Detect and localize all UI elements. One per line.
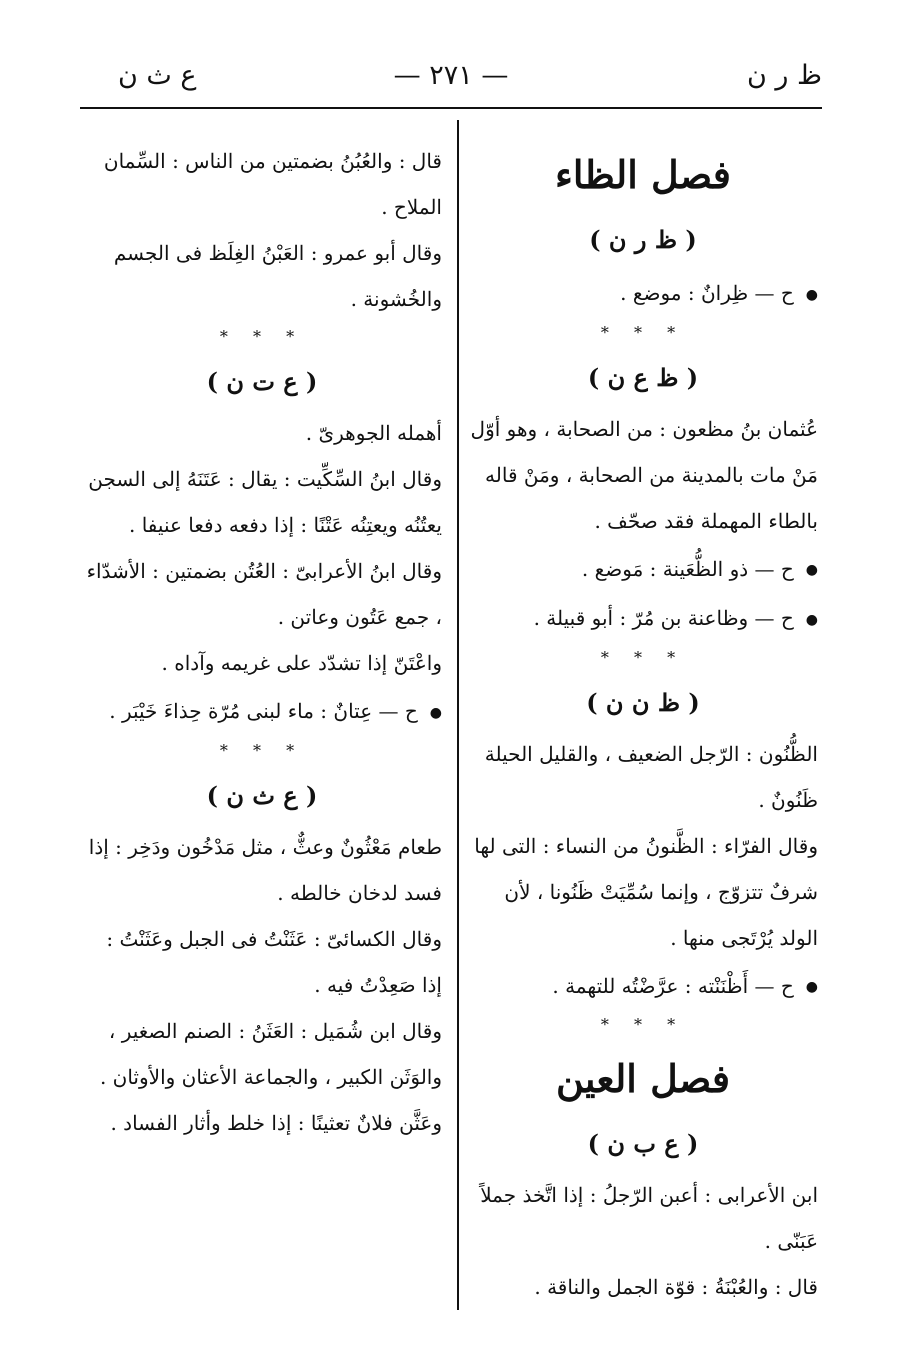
bullet-icon: ● [805,979,818,995]
entry-atn [82,688,442,736]
paragraph-abn-4: وقال أبو عمرو : العَبْنُ الغِلَظ فى الجسم والخُشونة . [113,241,442,311]
column-divider [457,120,459,1310]
section-title-ayn: فصل العين [556,1056,730,1101]
separator-stars: * * * [600,647,686,667]
paragraph-abn-1: ابن الأعرابى : أعبن الرّجلُ : إذا اتَّخذ جملاً عَبَنّى . [480,1183,818,1253]
separator-stars: * * * [600,1015,686,1034]
root-heading-zrn: ( ظ ر ن ) [589,225,697,254]
entry-text: ح — وظاعنة بن مُرّ : أبو قبيلة . [533,606,794,630]
root-heading-atn: ( ع ت ن ) [206,367,318,396]
entry-znn [468,963,818,1011]
paragraph-athn-2: وقال الكسائىّ : عَثَنْتُ فى الجبل وعَثَنْتُ : إذا صَعِدْتُ فيه . [106,926,442,997]
separator-stars: * * * [600,322,686,342]
bullet-icon: ● [805,286,818,303]
paragraph-athn-1: طعام مَعْثُونٌ وعثٌّ ، مثل مَدْخُون ودَخِر : إذا فسد لدخان خالطه . [88,834,442,905]
bullet-icon: ● [805,562,818,578]
header-left-root: ع ث ن [118,60,197,91]
paragraph-atn-3: وقال ابنُ الأعرابىّ : العُتُن بضمتين : الأشدّاء ، جمع عَتُون وعاتن . [86,559,442,629]
entry-text: ح — عِتانٌ : ماء لبنى مُرّة حِذاءَ خَيْبَر . [109,699,418,723]
entry-text: ح — أَظْنَنْته : عرَّضْتُه للتهمة . [552,973,794,998]
paragraph-abn-3: قال : والعُبُنُ بضمتين من الناس : السِّمان الملاح . [103,149,442,219]
paragraph-athn-3: وقال ابن شُمَيل : العَثَنُ : الصنم الصغير ، والوَثَن الكبير ، والجماعة الأعثان والأوثان . [99,1018,442,1089]
root-heading-abn: ( ع ب ن ) [587,1129,699,1158]
bullet-icon: ● [429,704,442,721]
root-heading-athn: ( ع ث ن ) [206,780,318,810]
header-rule [80,107,822,109]
page-number: — ٢٧١ — [393,60,509,91]
entry-text: ح — ذو الظُّعَينة : مَوضع . [581,556,794,581]
separator-stars: * * * [219,327,305,346]
root-heading-znn: ( ظ ن ن ) [586,687,700,717]
entry-zan-2 [468,595,818,643]
right-column [468,138,818,1310]
page-header [80,60,822,100]
entry-zrn [468,270,818,318]
root-heading-zan: ( ظ ع ن ) [587,362,699,392]
paragraph-znn-2: وقال الفرّاء : الظَّنونُ من النساء : التى لها شرفٌ تتزوّج ، وإنما سُمِّيَتْ ظَنُونا ، لأن الولد يُرْتَجى منها . [474,833,818,950]
paragraph-abn-2: قال : والعُبْنَةُ : قوّة الجمل والناقة . [534,1275,818,1299]
paragraph-atn-1: أهمله الجوهرىّ . [305,421,442,445]
paragraph-athn-4: وعَثَّن فلانٌ تعثينًا : إذا خلط وأثار الفساد . [110,1110,442,1135]
entry-text: ح — ظِرانٌ : موضع . [620,281,794,305]
entry-zan-1 [468,546,818,594]
paragraph-znn-1: الظُّنُون : الرّجل الضعيف ، والقليل الحيلة ظَنُونٌ . [484,741,818,812]
left-column [82,138,442,1146]
separator-stars: * * * [219,740,305,760]
section-title-zaa: فصل الظاء [555,152,731,197]
bullet-icon: ● [805,611,818,628]
paragraph-zan: عُثمان بنُ مظعون : من الصحابة ، وهو أوّل مَنْ مات بالمدينة من الصحابة ، ومَنْ قاله بالطاء المهملة فقد صحّف . [470,416,818,533]
paragraph-atn-4: واعْتَنّ إذا تشدّد على غريمه وآداه . [161,651,442,675]
paragraph-atn-2: وقال ابنُ السِّكِّيت : يقال : عَتَنَهُ إلى السجن يعتُنُه ويعتِنُه عَتْنًا : إذا دفعه دفعا عنيفا . [88,467,442,537]
header-right-root: ظ ر ن [746,60,822,91]
